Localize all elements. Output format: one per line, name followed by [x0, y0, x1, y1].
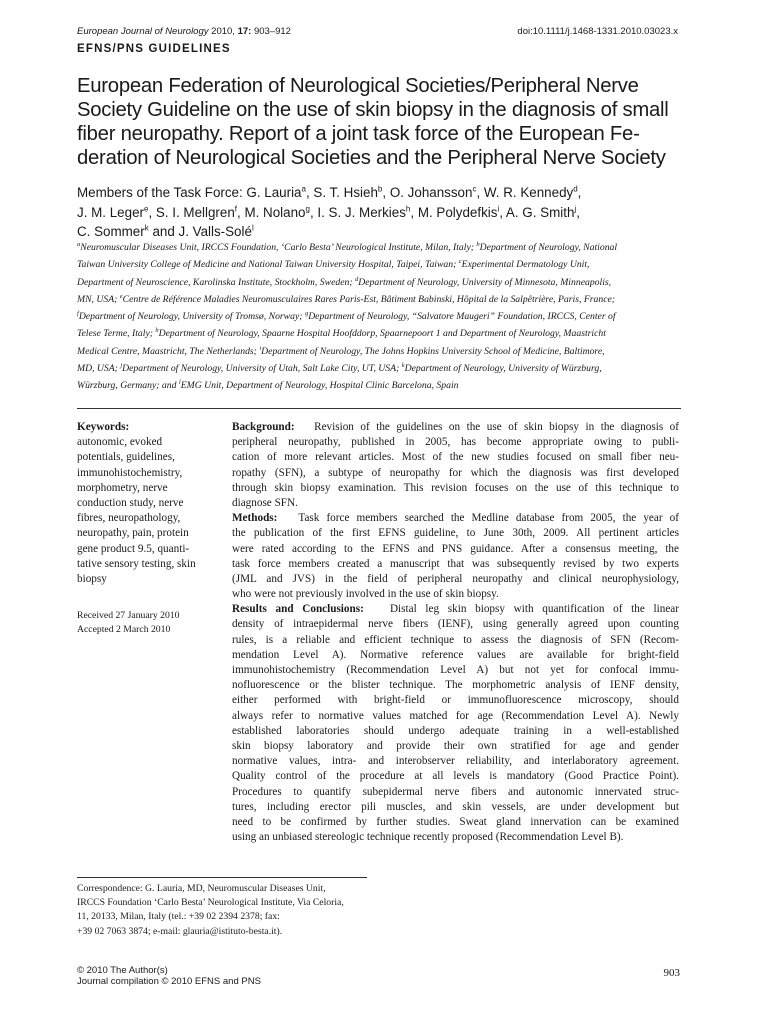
affiliation-line: Medical Centre, Maastricht, The Netherlands; $^i$Department of Neurology, The Johns Hopkins University School of Medicine, Baltimore,	[77, 344, 605, 357]
abstract-line: using an unbiased stereologic technique recently proposed (Recommendation Level B).	[232, 831, 624, 844]
abstract-line: need to be confirmed by further studies. Sweat gland innervation can be examined	[232, 815, 679, 828]
author-line: J. M. Leger$^e$, S. I. Mellgren$^f$, M. Nolano$^g$, I. S. J. Merkies$^h$, M. Polydefkis$^i$, A. G. Smith$^j$,	[77, 204, 580, 220]
title-line: Society Guideline on the use of skin biopsy in the diagnosis of small	[77, 99, 669, 121]
keyword-line: neuropathy, pain, protein	[77, 527, 189, 540]
abstract-line: established laboratories should undergo adequate training in a well-established	[232, 724, 679, 737]
abstract	[232, 420, 679, 845]
affiliation-line: MD, USA; $^j$Department of Neurology, University of Utah, Salt Lake City, UT, USA; $^k$Department of Neurology, University of Würzburg,	[77, 361, 602, 375]
abstract-line: normative values, intra- and interobserver reliability, and interlaboratory agreement.	[232, 755, 679, 768]
abstract-background: Background: Revision of the guidelines on the use of skin biopsy in the diagnosis of peripheral neuropathy, published in 2005, has become appropriate owing to publi- cation of more relevant articles. Most of the new studies focused on small fiber neu- ropathy (SFN), a subtype of neuropathy for which the diagnosis was first developed through skin biopsy examination. This revision focuses on the use of this technique to diagnose SFN.	[232, 420, 679, 511]
methods-heading: Methods:	[232, 512, 278, 525]
accepted-date: Accepted 2 March 2010	[77, 624, 171, 635]
footnote-divider	[77, 877, 367, 878]
copyright-line: Journal compilation © 2010 EFNS and PNS	[77, 976, 261, 987]
correspondence-line: +39 02 7063 3874; e-mail: glauria@istituto-besta.it).	[77, 925, 283, 937]
keyword-line: autonomic, evoked	[77, 436, 163, 449]
abstract-line: were rated according to the EFNS and PNS guidance. After a consensus meeting, the	[232, 542, 679, 555]
abstract-line: density of intraepidermal nerve fibers (IENF), using generally agreed upon counting	[232, 618, 679, 631]
keyword-line: morphometry, nerve	[77, 481, 168, 494]
divider	[77, 408, 681, 409]
keyword-line: potentials, guidelines,	[77, 451, 175, 464]
running-header-citation	[77, 26, 291, 37]
abstract-line: either performed with bright-field or immunofluorescence microscopy, should	[232, 694, 679, 707]
keyword-line: immunohistochemistry,	[77, 466, 183, 479]
journal-volume: 17:	[237, 26, 252, 37]
abstract-line: Quality control of the procedure at all levels is mandatory (Good Practice Point).	[232, 770, 679, 783]
author-list	[77, 183, 697, 242]
abstract-line: who were not previously involved in the use of skin biopsy.	[232, 588, 499, 601]
abstract-methods: Methods: Task force members searched the Medline database from 2005, the year of the publication of the first EFNS guideline, to June 30th, 2009. All pertinent articles were rated according to the EFNS and PNS guidance. After a consensus meeting, the task force members created a manuscript that was subsequently revised by two experts (JML and JVS) in the field of peripheral neuropathy and clinical neurophysiology, who were not previously involved in the use of skin biopsy.	[232, 511, 679, 602]
keywords-heading: Keywords:	[77, 421, 130, 433]
keywords-block	[77, 420, 222, 587]
journal-pages: 903–912	[251, 26, 291, 37]
abstract-line: the publication of the first EFNS guideline, to June 30th, 2009. All pertinent articles	[232, 527, 679, 540]
copyright-line: © 2010 The Author(s)	[77, 965, 168, 976]
doi: doi:10.1111/j.1468-1331.2010.03023.x	[517, 26, 678, 37]
keyword-line: gene product 9.5, quanti-	[77, 542, 190, 555]
affiliations	[77, 239, 697, 395]
title-line: fiber neuropathy. Report of a joint task force of the European Fe-	[77, 123, 640, 145]
abstract-line: cation of more relevant articles. Most of the new studies focused on small fiber neu-	[232, 451, 679, 464]
abstract-line: mendation Level A). Normative reference values are available for bright-field	[232, 648, 679, 661]
affiliation-line: Taiwan University College of Medicine and National Taiwan University Hospital, Taipei, Taiwan; $^c$Experimental Dermatology Unit,	[77, 258, 590, 271]
abstract-line: diagnose SFN.	[232, 496, 298, 509]
abstract-line: (JML and JVS) in the field of peripheral neuropathy and clinical neurophysiology,	[232, 572, 679, 585]
abstract-line: rules, is a reliable and efficient technique to assess the diagnosis of SFN (Recom-	[232, 633, 679, 646]
affiliation-line: Würzburg, Germany; and $^l$EMG Unit, Department of Neurology, Hospital Clinic Barcelona, Spain	[77, 379, 459, 392]
correspondence-note	[77, 882, 377, 939]
article-title	[77, 74, 697, 170]
affiliation-line: $^a$Neuromuscular Diseases Unit, IRCCS Foundation, ‘Carlo Besta’ Neurological Institute, Milan, Italy; $^b$Department of Neurology, National	[77, 240, 618, 253]
section-label: EFNS/PNS GUIDELINES	[77, 43, 231, 55]
article-dates	[77, 609, 180, 637]
abstract-line: nofluorescence or the blister technique. The morphometric analysis of IENF density,	[232, 679, 679, 692]
affiliation-line: Department of Neuroscience, Karolinska Institute, Stockholm, Sweden; $^d$Department of Neurology, University of Minnesota, Minneapolis,	[77, 275, 612, 288]
abstract-line: tures, including erector pili muscles, and skin vessels, are under development but	[232, 800, 679, 813]
keyword-line: tative sensory testing, skin	[77, 557, 196, 570]
journal-year: 2010,	[208, 26, 238, 37]
abstract-line: peripheral neuropathy, published in 2005, has become appropriate owing to publi-	[232, 436, 679, 449]
affiliation-line: MN, USA; $^e$Centre de Référence Maladies Neuromusculaires Rares Paris-Est, Bâtiment Babinski, Hôpital de la Salpêtrière, Paris, France;	[77, 292, 616, 305]
abstract-line: immunohistochemistry (Recommendation Level A) but not yet for confocal immu-	[232, 664, 679, 676]
background-heading: Background:	[232, 421, 295, 433]
correspondence-line: IRCCS Foundation ‘Carlo Besta’ Neurological Institute, Via Celoria,	[77, 897, 344, 909]
author-line: Members of the Task Force: G. Lauria$^a$, S. T. Hsieh$^b$, O. Johansson$^c$, W. R. Kennedy$^d$,	[77, 184, 582, 200]
abstract-line: Procedures to quantify subepidermal nerve fibers and autonomic innervated struc-	[232, 785, 679, 798]
affiliation-line: Telese Terme, Italy; $^h$Department of Neurology, Spaarne Hospital Hoofddorp, Spaarnepoort 1 and Department of Neurology, Maastricht	[77, 327, 606, 340]
title-line: deration of Neurological Societies and the Peripheral Nerve Society	[77, 147, 666, 169]
page-number: 903	[663, 967, 680, 979]
results-heading: Results and Conclusions:	[232, 603, 364, 616]
keyword-line: conduction study, nerve	[77, 497, 184, 510]
correspondence-line: Correspondence: G. Lauria, MD, Neuromuscular Diseases Unit,	[77, 883, 326, 894]
keyword-line: fibres, neuropathology,	[77, 512, 181, 525]
abstract-line: always refer to normative values matched for age (Recommendation Level A). Newly	[232, 709, 679, 722]
abstract-line: through skin biopsy examination. This revision focuses on the use of this technique to	[232, 481, 679, 494]
title-line: European Federation of Neurological Societies/Peripheral Nerve	[77, 75, 639, 97]
affiliation-line: $^f$Department of Neurology, University of Tromsø, Norway; $^g$Department of Neurology, “Salvatore Maugeri” Foundation, IRCCS, Center of	[77, 309, 616, 323]
keyword-line: biopsy	[77, 573, 107, 586]
abstract-line: skin biopsy laboratory and provide their own stratified for age and gender	[232, 739, 679, 752]
abstract-results: Results and Conclusions: Distal leg skin biopsy with quantification of the linear density of intraepidermal nerve fibers (IENF), using generally agreed upon counting rules, is a reliable and efficient technique to assess the diagnosis of SFN (Recom- mendation Level A). Normative reference values are available for bright-field immunohistochemistry (Recommendation Level A) but not yet for confocal immu- nofluorescence or the blister technique. The morphometric analysis of IENF density, either performed with bright-field or immunofluorescence microscopy, should always refer to normative values matched for age (Recommendation Level A). Newly established laboratories should undergo adequate training in a well-established skin biopsy laboratory and provide their own stratified for age and gender normative values, intra- and interobserver reliability, and interlaboratory agreement. Quality control of the procedure at all levels is mandatory (Good Practice Point). Procedures to quantify subepidermal nerve fibers and autonomic innervated struc- tures, including erector pili muscles, and skin vessels, are under development but need to be confirmed by further studies. Sweat gland innervation can be examined using an unbiased stereologic technique recently proposed (Recommendation Level B).	[232, 602, 679, 845]
abstract-line: task force members created a manuscript that was subsequently revised by two experts	[232, 557, 679, 570]
author-line: C. Sommer$^k$ and J. Valls-Solé$^l$	[77, 223, 254, 239]
received-date: Received 27 January 2010	[77, 610, 180, 621]
abstract-line: ropathy (SFN), a subtype of neuropathy for which the diagnosis was first developed	[232, 466, 679, 479]
copyright-notice	[77, 965, 261, 987]
journal-name: European Journal of Neurology	[77, 26, 209, 37]
correspondence-line: 11, 20133, Milan, Italy (tel.: +39 02 2394 2378; fax:	[77, 911, 280, 923]
